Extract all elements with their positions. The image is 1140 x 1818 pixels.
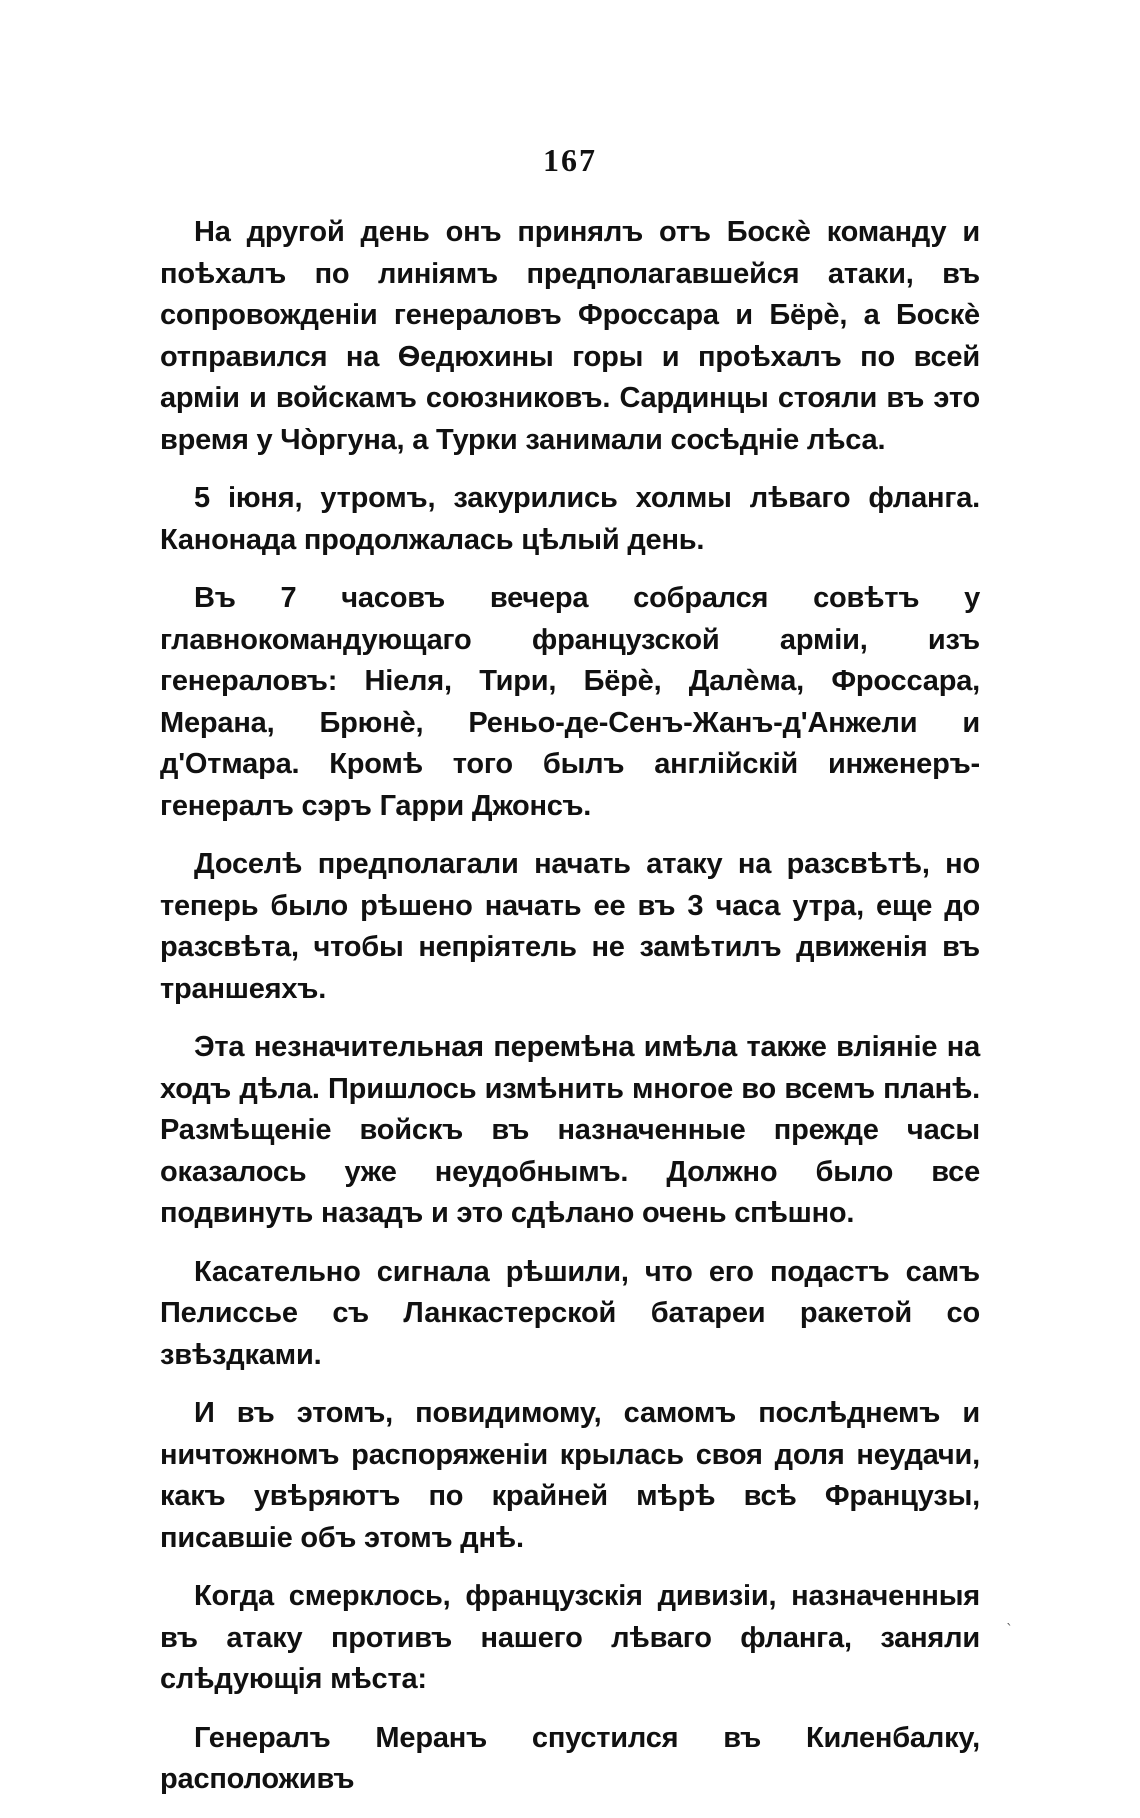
scan-mark: ˎ [1006, 1610, 1013, 1626]
paragraph: Когда смерклось, французскія дивизіи, назначенныя въ атаку противъ нашего лѣваго фланга, заняли слѣдующія мѣста: [160, 1580, 980, 1695]
paragraph: Въ 7 часовъ вечера собрался совѣтъ у главнокомандующаго французской арміи, изъ генераловъ: Ніеля, Тири, Бёрѐ, Далѐма, Фроссара, Мерана, Брюнѐ, Реньо-де-Сенъ-Жанъ-д'Анжели и д'Отмара. Кромѣ того былъ англійскій инженеръ-генералъ сэръ Гарри Джонсъ. [160, 582, 980, 822]
paragraph: Эта незначительная перемѣна имѣла также вліяніе на ходъ дѣла. Пришлось измѣнить многое во всемъ планѣ. Размѣщеніе войскъ въ назначенные прежде часы оказалось уже неудобнымъ. Должно было все подвинуть назадъ и это сдѣлано очень спѣшно. [160, 1031, 980, 1229]
paragraph: Доселѣ предполагали начать атаку на разсвѣтѣ, но теперь было рѣшено начать ее въ 3 часа утра, еще до разсвѣта, чтобы непріятель не замѣтилъ движенія въ траншеяхъ. [160, 848, 980, 1005]
paragraph: Касательно сигнала рѣшили, что его подастъ самъ Пелиссье съ Ланкастерской батареи ракетой со звѣздками. [160, 1255, 980, 1371]
paragraph-continued: Генералъ Меранъ спустился въ Киленбалку, расположивъ [160, 1721, 980, 1795]
page-number: 167 [543, 142, 597, 178]
page-text [160, 212, 980, 1818]
paragraph: И въ этомъ, повидимому, самомъ послѣднемъ и ничтожномъ распоряженіи крылась своя доля неудачи, какъ увѣряютъ по крайней мѣрѣ всѣ Французы, писавшіе объ этомъ днѣ. [160, 1397, 980, 1554]
paragraph: 5 іюня, утромъ, закурились холмы лѣваго фланга. Канонада продолжалась цѣлый день. [160, 482, 980, 556]
paragraph: На другой день онъ принялъ отъ Боскѐ команду и поѣхалъ по линіямъ предполагавшейся атаки, въ сопровожденіи генераловъ Фроссара и Бёрѐ, а Боскѐ отправился на Ѳедюхины горы и проѣхалъ по всей арміи и войскамъ союзниковъ. Сардинцы стояли въ это время у Чо̀ргуна, а Турки занимали сосѣдніе лѣса. [160, 216, 980, 456]
